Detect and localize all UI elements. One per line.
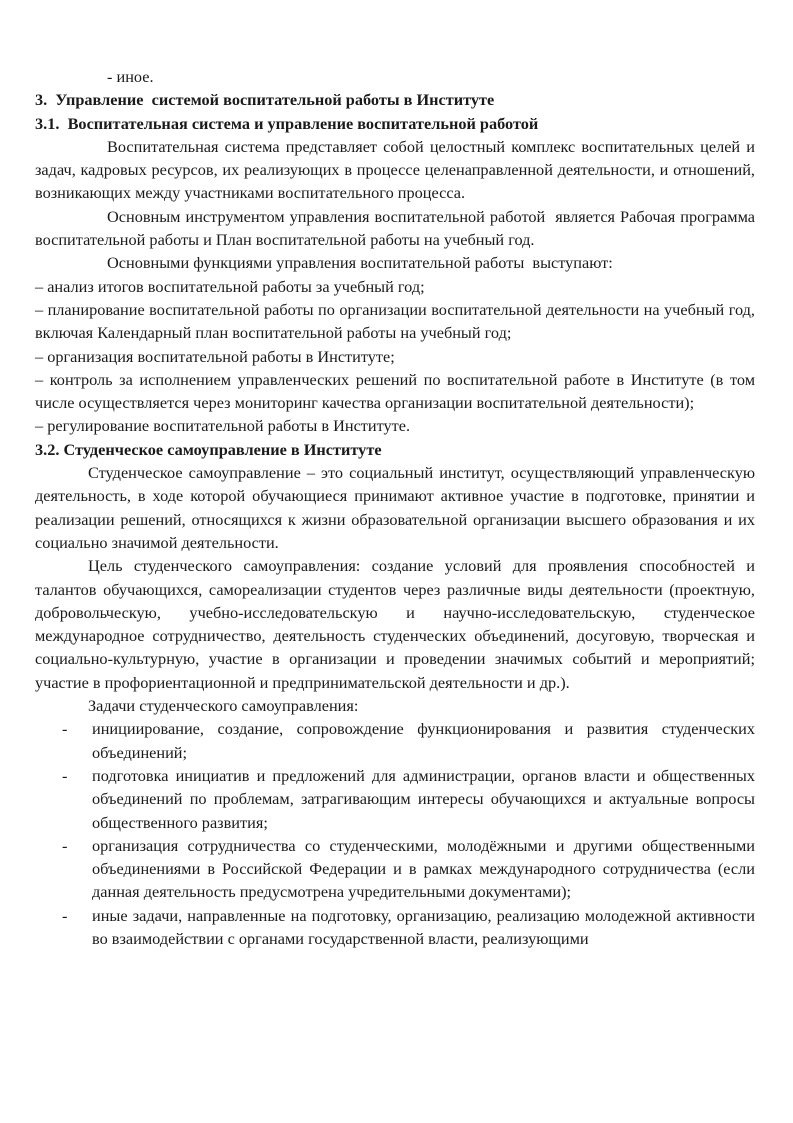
task-item: [35, 834, 755, 904]
task-dash: -: [62, 905, 68, 925]
section-3-heading: 3. Управление системой воспитательной работы в Институте: [35, 90, 495, 110]
task-item: [35, 717, 755, 764]
intro-line: - иное.: [107, 67, 154, 86]
task-item: [35, 904, 755, 951]
task-text: подготовка инициатив и предложений для администрации, органов власти и общественных объединений по проблемам, затрагивающим интересы обучающихся и актуальные вопросы общественного развития;: [92, 765, 755, 832]
task-text: организация сотрудничества со студенческими, молодёжными и другими общественными объединениями в Российской Федерации и в рамках международного сотрудничества (если данная деятельность предусмотрена учредительными документами);: [92, 835, 755, 902]
paragraph-main-instrument: Основным инструментом управления воспитательной работой является Рабочая программа воспитательной работы и План воспитательной работы на учебный год.: [35, 206, 760, 250]
task-dash: -: [62, 835, 68, 855]
section-3-1-heading: 3.1. Воспитательная система и управление воспитательной работой: [35, 113, 539, 133]
function-item-planning: – планирование воспитательной работы по организации воспитательной деятельности на учебный год, включая Календарный план воспитательной работы на учебный год;: [35, 299, 755, 343]
task-dash: -: [62, 765, 68, 785]
task-dash: -: [62, 719, 68, 739]
function-item-analysis: – анализ итогов воспитательной работы за учебный год;: [35, 276, 425, 296]
paragraph-tasks-intro: Задачи студенческого самоуправления:: [88, 696, 359, 716]
function-item-regulation: – регулирование воспитательной работы в Институте.: [35, 416, 411, 436]
task-item: [35, 764, 755, 834]
paragraph-functions-intro: Основными функциями управления воспитательной работы выступают:: [107, 253, 613, 273]
function-item-control: – контроль за исполнением управленческих решений по воспитательной работе в Институте (в том числе осуществляется через мониторинг качества организации воспитательной деятельности);: [35, 369, 755, 413]
task-text: инициирование, создание, сопровождение функционирования и развития студенческих объединений;: [92, 719, 755, 762]
tasks-list: [35, 717, 755, 950]
task-text: иные задачи, направленные на подготовку, организацию, реализацию молодежной активности во взаимодействии с органами государственной власти, реализующими: [92, 905, 755, 948]
function-item-organization: – организация воспитательной работы в Институте;: [35, 346, 395, 366]
paragraph-system-definition: Воспитательная система представляет собой целостный комплекс воспитательных целей и задач, кадровых ресурсов, их реализующих в процессе целенаправленной деятельности, и отношений, возникающих между участниками воспитательного процесса.: [35, 136, 755, 203]
section-3-2-heading: 3.2. Студенческое самоуправление в Институте: [35, 439, 382, 459]
paragraph-self-government-definition: Студенческое самоуправление – это социальный институт, осуществляющий управленческую деятельность, в ходе которой обучающиеся принимают активное участие в подготовке, принятии и реализации решений, относящихся к жизни образовательной организации высшего образования и их социально значимой деятельности.: [35, 463, 755, 552]
paragraph-self-government-goal: Цель студенческого самоуправления: создание условий для проявления способностей и талантов обучающихся, самореализации студентов через различные виды деятельности (проектную, добровольческую, учебно-исследовательскую и научно-исследовательскую, студенческое международное сотрудничество, деятельность студенческих объединений, досуговую, творческая и социально-культурную, участие в организации и проведении значимых событий и мероприятий; участие в профориентационной и предпринимательской деятельности и др.).: [35, 556, 755, 692]
